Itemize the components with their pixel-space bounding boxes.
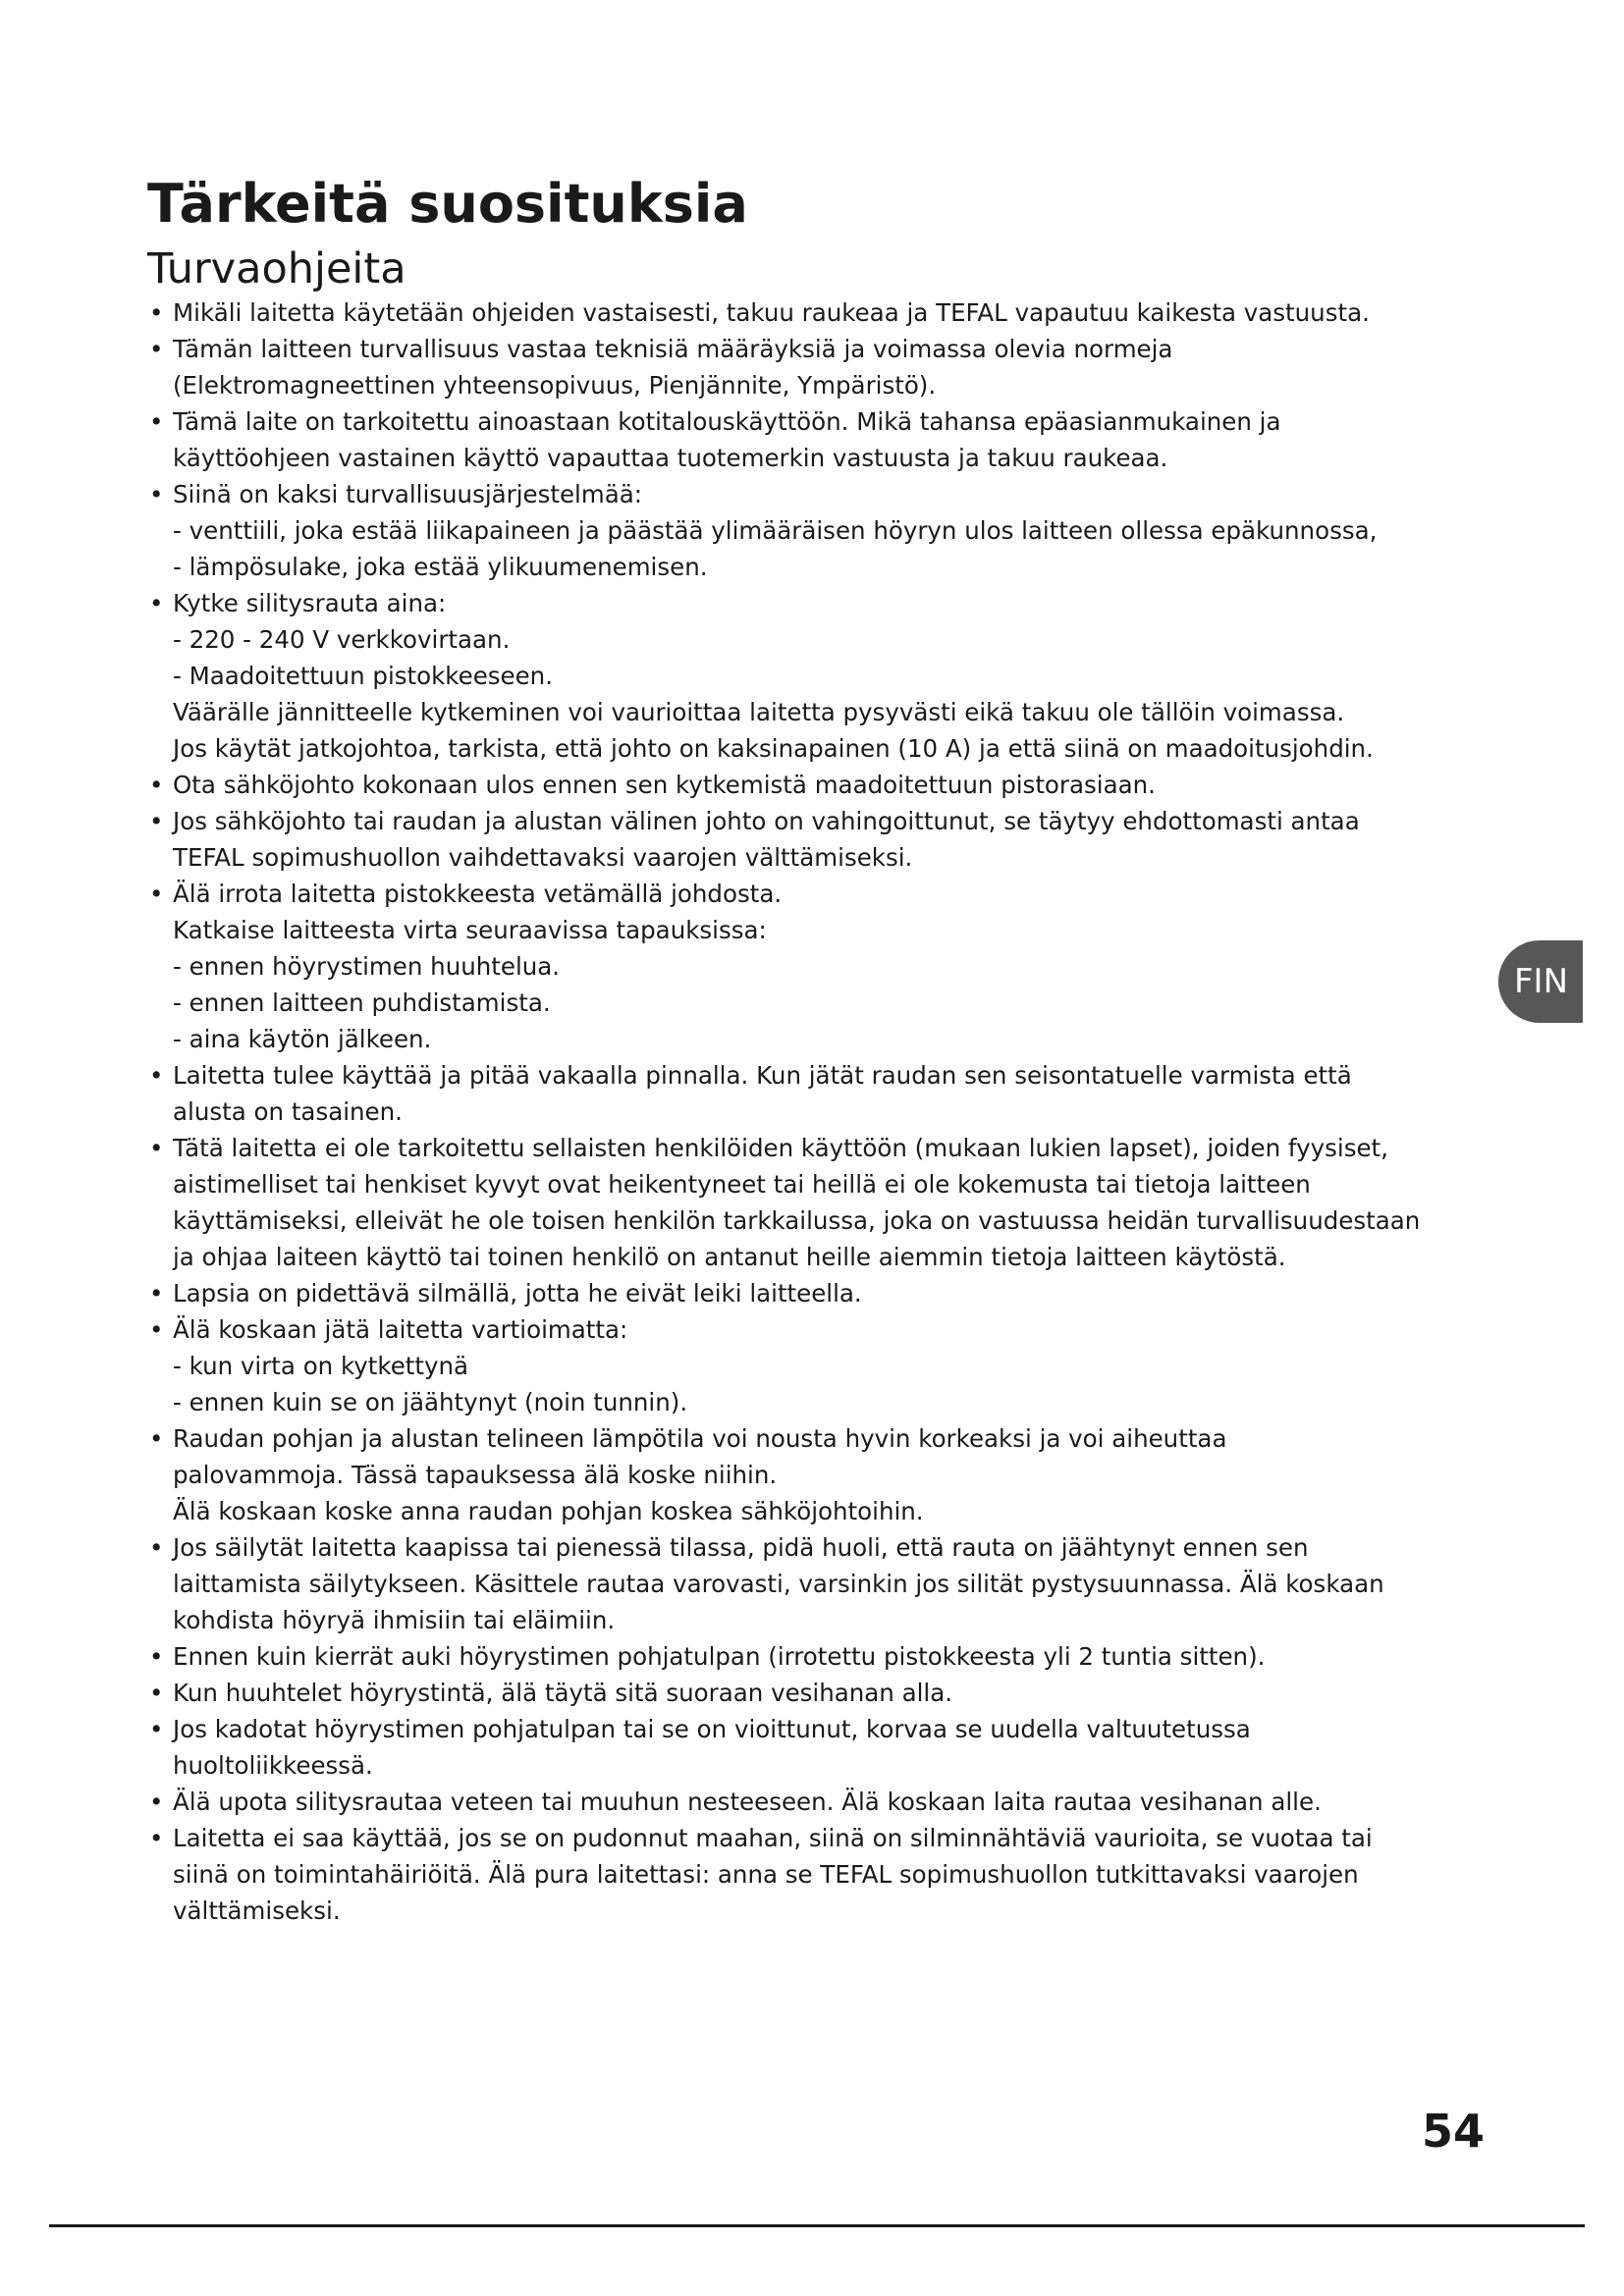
safety-instructions-list — [149, 294, 1504, 1929]
list-item — [149, 294, 1504, 331]
bullet-icon: • — [149, 1679, 164, 1707]
list-subitem-text: - aina käytön jälkeen. — [173, 1025, 432, 1053]
list-item-text: TEFAL sopimushuollon vaihdettavaksi vaarojen välttämiseksi. — [173, 843, 913, 872]
list-item-text: Kun huuhtelet höyrystintä, älä täytä sitä suoraan vesihanan alla. — [173, 1679, 953, 1707]
list-item-text: Jos kadotat höyrystimen pohjatulpan tai se on vioittunut, korvaa se uudella valtuutetussa — [173, 1715, 1251, 1743]
list-subitem-text: - ennen kuin se on jäähtynyt (noin tunnin). — [173, 1388, 688, 1416]
list-item — [149, 1784, 1504, 1820]
list-item-text: siinä on toimintahäiriöitä. Älä pura laitettasi: anna se TEFAL sopimushuollon tutkittavaksi vaarojen — [173, 1860, 1359, 1889]
list-item-text: välttämiseksi. — [173, 1896, 341, 1925]
bullet-icon: • — [149, 335, 164, 363]
list-item-text: Tätä laitetta ei ole tarkoitettu sellaisten henkilöiden käyttöön (mukaan lukien lapset), joiden fyysiset, — [173, 1134, 1388, 1162]
list-item — [149, 585, 1504, 767]
list-item-text: ja ohjaa laiteen käyttö tai toinen henkilö on antanut heille aiemmin tietoja laitteen käytöstä. — [173, 1243, 1286, 1271]
bullet-icon: • — [149, 1061, 164, 1090]
list-item — [149, 1820, 1504, 1929]
list-item-text: Jos sähköjohto tai raudan ja alustan välinen johto on vahingoittunut, se täytyy ehdottomasti antaa — [173, 807, 1360, 835]
list-subitem-text: - venttiili, joka estää liikapaineen ja päästää ylimääräisen höyryn ulos laitteen ollessa epäkunnossa, — [173, 516, 1378, 545]
bullet-icon: • — [149, 589, 164, 617]
list-item — [149, 1311, 1504, 1420]
list-item-text: kohdista höyryä ihmisiin tai eläimiin. — [173, 1606, 616, 1634]
bullet-icon: • — [149, 1424, 164, 1453]
list-item — [149, 1675, 1504, 1711]
list-item-text: Tämän laitteen turvallisuus vastaa teknisiä määräyksiä ja voimassa olevia normeja — [173, 335, 1173, 363]
bullet-icon: • — [149, 1533, 164, 1562]
list-item-text: Laitetta ei saa käyttää, jos se on pudonnut maahan, siinä on silminnähtäviä vaurioita, se vuotaa tai — [173, 1824, 1373, 1852]
list-item-text: alusta on tasainen. — [173, 1097, 403, 1126]
list-item — [149, 767, 1504, 803]
list-item — [149, 1130, 1504, 1275]
list-item-text: Jos säilytät laitetta kaapissa tai pienessä tilassa, pidä huoli, että rauta on jäähtynyt ennen sen — [173, 1533, 1309, 1562]
bullet-icon: • — [149, 1315, 164, 1344]
list-item — [149, 1529, 1504, 1638]
list-subitem-text: - 220 - 240 V verkkovirtaan. — [173, 625, 511, 654]
list-item — [149, 1057, 1504, 1130]
list-item — [149, 403, 1504, 476]
list-subitem-text: Jos käytät jatkojohtoa, tarkista, että johto on kaksinapainen (10 A) ja että siinä on maadoitusjohdin. — [173, 734, 1374, 763]
list-item — [149, 876, 1504, 1057]
footer-divider — [49, 2224, 1585, 2227]
language-tab: FIN — [1498, 940, 1583, 1023]
list-item-text: Älä irrota laitetta pistokkeesta vetämällä johdosta. — [173, 880, 783, 908]
list-item — [149, 476, 1504, 585]
bullet-icon: • — [149, 407, 164, 436]
bullet-icon: • — [149, 1788, 164, 1816]
list-item — [149, 1638, 1504, 1675]
list-item — [149, 331, 1504, 403]
list-item — [149, 803, 1504, 876]
page-title: Tärkeitä suosituksia — [147, 173, 748, 235]
bullet-icon: • — [149, 1715, 164, 1743]
bullet-icon: • — [149, 1642, 164, 1671]
list-subitem-text: - ennen höyrystimen huuhtelua. — [173, 952, 561, 981]
list-item-text: Älä koskaan koske anna raudan pohjan koskea sähköjohtoihin. — [173, 1497, 924, 1525]
list-item-text: laittamista säilytykseen. Käsittele rautaa varovasti, varsinkin jos silität pystysuunnassa. Älä koskaan — [173, 1570, 1384, 1598]
section-subtitle: Turvaohjeita — [147, 244, 406, 294]
bullet-icon: • — [149, 298, 164, 327]
list-item-text: käyttämiseksi, elleivät he ole toisen henkilön tarkkailussa, joka on vastuussa heidän turvallisuudestaan — [173, 1206, 1421, 1235]
list-item-text: palovammoja. Tässä tapauksessa älä koske niihin. — [173, 1461, 778, 1489]
list-subitem-text: Katkaise laitteesta virta seuraavissa tapauksissa: — [173, 916, 767, 944]
list-subitem-text: - ennen laitteen puhdistamista. — [173, 988, 551, 1017]
list-item-text: (Elektromagneettinen yhteensopivuus, Pienjännite, Ympäristö). — [173, 371, 937, 400]
list-item-text: käyttöohjeen vastainen käyttö vapauttaa tuotemerkin vastuusta ja takuu raukeaa. — [173, 444, 1168, 472]
page-number: 54 — [1421, 2105, 1485, 2158]
bullet-icon: • — [149, 480, 164, 508]
list-item-text: Lapsia on pidettävä silmällä, jotta he eivät leiki laitteella. — [173, 1279, 862, 1308]
list-item-text: Älä upota silitysrautaa veteen tai muuhun nesteeseen. Älä koskaan laita rautaa vesihanan alle. — [173, 1788, 1322, 1816]
list-item-text: aistimelliset tai henkiset kyvyt ovat heikentyneet tai heillä ei ole kokemusta tai tietoja laitteen — [173, 1170, 1311, 1199]
list-item — [149, 1711, 1504, 1784]
list-item-text: Ota sähköjohto kokonaan ulos ennen sen kytkemistä maadoitettuun pistorasiaan. — [173, 771, 1156, 799]
list-subitem-text: - Maadoitettuun pistokkeeseen. — [173, 662, 553, 690]
list-item — [149, 1275, 1504, 1311]
list-item — [149, 1420, 1504, 1529]
list-item-text: Tämä laite on tarkoitettu ainoastaan kotitalouskäyttöön. Mikä tahansa epäasianmukainen ja — [173, 407, 1281, 436]
list-item-text: Ennen kuin kierrät auki höyrystimen pohjatulpan (irrotettu pistokkeesta yli 2 tuntia sitten). — [173, 1642, 1266, 1671]
bullet-icon: • — [149, 1134, 164, 1162]
list-item-text: Raudan pohjan ja alustan telineen lämpötila voi nousta hyvin korkeaksi ja voi aiheuttaa — [173, 1424, 1227, 1453]
bullet-icon: • — [149, 1279, 164, 1308]
list-subitem-text: - kun virta on kytkettynä — [173, 1352, 469, 1380]
list-item-text: Kytke silitysrauta aina: — [173, 589, 447, 617]
list-item-text: huoltoliikkeessä. — [173, 1751, 373, 1780]
bullet-icon: • — [149, 1824, 164, 1852]
bullet-icon: • — [149, 807, 164, 835]
bullet-icon: • — [149, 771, 164, 799]
bullet-icon: • — [149, 880, 164, 908]
list-item-text: Siinä on kaksi turvallisuusjärjestelmää: — [173, 480, 643, 508]
list-item-text: Älä koskaan jätä laitetta vartioimatta: — [173, 1315, 628, 1344]
list-subitem-text: - lämpösulake, joka estää ylikuumenemisen. — [173, 553, 708, 581]
list-item-text: Mikäli laitetta käytetään ohjeiden vastaisesti, takuu raukeaa ja TEFAL vapautuu kaikesta vastuusta. — [173, 298, 1370, 327]
list-item-text: Laitetta tulee käyttää ja pitää vakaalla pinnalla. Kun jätät raudan sen seisontatuelle varmista että — [173, 1061, 1352, 1090]
list-subitem-text: Väärälle jännitteelle kytkeminen voi vaurioittaa laitetta pysyvästi eikä takuu ole tällöin voimassa. — [173, 698, 1345, 726]
